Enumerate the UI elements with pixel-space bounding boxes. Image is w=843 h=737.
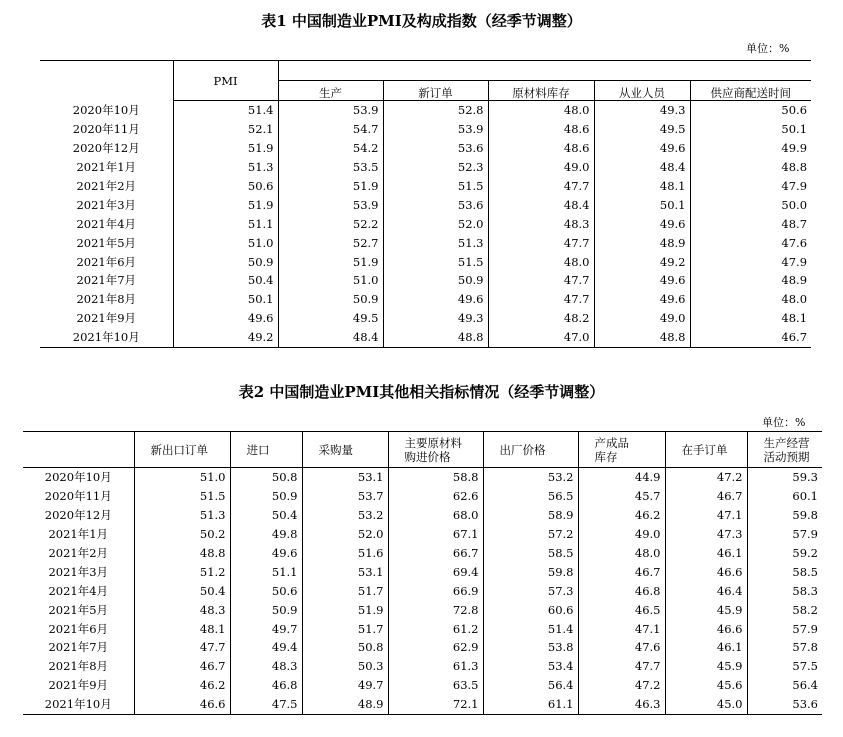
column-header: 生产	[278, 81, 383, 101]
table-cell: 48.3	[230, 657, 302, 676]
table-cell: 49.4	[230, 638, 302, 657]
table-row	[23, 657, 822, 676]
table-cell: 54.2	[278, 139, 383, 158]
column-header: 原材料库存	[488, 81, 594, 101]
table-cell: 51.7	[302, 581, 388, 600]
table-cell: 46.6	[665, 562, 747, 581]
table-cell: 52.7	[278, 233, 383, 252]
column-header	[665, 432, 747, 468]
row-label: 2021年7月	[48, 640, 109, 655]
table-cell: 51.9	[173, 195, 278, 214]
table-cell: 51.5	[134, 487, 230, 506]
table-cell: 47.6	[690, 233, 811, 252]
table-cell: 48.3	[488, 214, 594, 233]
table-cell: 57.3	[483, 581, 578, 600]
table-cell: 47.7	[578, 657, 665, 676]
table-row	[40, 139, 811, 158]
column-header-line: 产成品	[594, 435, 629, 450]
table-cell: 50.6	[230, 581, 302, 600]
table-cell: 46.7	[665, 487, 747, 506]
table-cell: 59.8	[747, 506, 822, 525]
table-cell: 53.6	[747, 695, 822, 714]
table-cell: 50.6	[173, 177, 278, 196]
table-cell: 51.0	[278, 271, 383, 290]
table-row	[40, 271, 811, 290]
table-cell: 58.3	[747, 581, 822, 600]
table-cell: 48.0	[690, 290, 811, 309]
table-cell: 52.2	[278, 214, 383, 233]
row-label: 2021年6月	[48, 621, 109, 636]
table-cell: 50.0	[690, 195, 811, 214]
table-cell: 61.2	[388, 619, 483, 638]
column-header-line: 进口	[246, 442, 270, 457]
table-cell: 46.6	[665, 619, 747, 638]
row-label: 2021年2月	[76, 179, 137, 193]
column-header	[483, 432, 578, 468]
table-cell: 53.4	[483, 657, 578, 676]
table-cell: 53.1	[302, 468, 388, 487]
table-cell: 49.5	[594, 120, 690, 139]
table-cell: 61.3	[388, 657, 483, 676]
table-cell: 52.8	[383, 101, 488, 120]
row-label: 2021年9月	[76, 311, 137, 326]
table-cell: 57.2	[483, 525, 578, 544]
table-cell: 72.8	[388, 600, 483, 619]
table-cell: 49.8	[230, 525, 302, 544]
table-cell: 48.9	[690, 271, 811, 290]
row-label: 2020年12月	[72, 141, 140, 156]
table-cell: 51.9	[302, 600, 388, 619]
row-label: 2020年11月	[72, 122, 140, 137]
table-cell: 63.5	[388, 676, 483, 695]
table-row	[40, 290, 811, 309]
table-cell: 48.6	[488, 120, 594, 139]
table-cell: 50.9	[383, 271, 488, 290]
table-cell: 47.6	[578, 638, 665, 657]
column-header-line: 购进价格	[404, 449, 451, 464]
table-cell: 49.6	[594, 271, 690, 290]
table-cell: 53.8	[483, 638, 578, 657]
table-cell: 46.1	[665, 544, 747, 563]
row-label: 2021年5月	[76, 235, 137, 250]
table-cell: 49.6	[594, 290, 690, 309]
table-cell: 46.3	[578, 695, 665, 714]
table-cell: 46.4	[665, 581, 747, 600]
table-cell: 46.5	[578, 600, 665, 619]
table-cell: 51.1	[230, 562, 302, 581]
table-cell: 50.4	[173, 271, 278, 290]
table-cell: 49.0	[488, 158, 594, 177]
table-row	[23, 581, 822, 600]
table-cell: 57.9	[747, 525, 822, 544]
table-cell: 58.5	[747, 562, 822, 581]
table-cell: 49.6	[594, 139, 690, 158]
table-cell: 49.6	[173, 309, 278, 328]
table-cell: 68.0	[388, 506, 483, 525]
table-cell: 48.4	[594, 158, 690, 177]
table-cell: 67.1	[388, 525, 483, 544]
table-cell: 51.0	[173, 233, 278, 252]
table-cell: 50.6	[690, 101, 811, 120]
column-header-pmi: PMI	[173, 61, 278, 101]
table-cell: 48.8	[690, 158, 811, 177]
table-row	[23, 600, 822, 619]
table-cell: 46.1	[665, 638, 747, 657]
table-cell: 51.9	[278, 177, 383, 196]
table-cell: 60.1	[747, 487, 822, 506]
table-cell: 47.3	[665, 525, 747, 544]
column-header: 供应商配送时间	[690, 81, 811, 101]
table-cell: 57.5	[747, 657, 822, 676]
column-header	[747, 432, 822, 468]
table-cell: 58.8	[388, 468, 483, 487]
row-label: 2021年10月	[44, 697, 112, 712]
table-cell: 46.7	[690, 328, 811, 347]
row-label: 2021年3月	[48, 564, 109, 579]
table-cell: 48.0	[578, 544, 665, 563]
table-cell: 53.9	[278, 101, 383, 120]
table-cell: 47.7	[488, 177, 594, 196]
column-header	[302, 432, 388, 468]
column-header-line: 主要原材料	[404, 435, 462, 450]
table-row	[23, 619, 822, 638]
table-cell: 53.2	[302, 506, 388, 525]
table-cell: 47.1	[578, 619, 665, 638]
table-cell: 60.6	[483, 600, 578, 619]
table-cell: 46.8	[230, 676, 302, 695]
column-header-line: 采购量	[318, 442, 353, 457]
column-header	[134, 432, 230, 468]
row-label: 2021年4月	[76, 216, 137, 231]
column-header	[388, 432, 483, 468]
table-cell: 47.7	[488, 290, 594, 309]
table-cell: 48.8	[594, 328, 690, 347]
table-row	[23, 506, 822, 525]
row-label: 2021年5月	[48, 602, 109, 617]
table-cell: 46.7	[134, 657, 230, 676]
table-cell: 56.5	[483, 487, 578, 506]
table-cell: 47.5	[230, 695, 302, 714]
column-header-line: 生产经营	[763, 435, 810, 450]
table-cell: 49.6	[594, 214, 690, 233]
row-label: 2021年1月	[76, 160, 137, 175]
table-cell: 49.6	[383, 290, 488, 309]
table-cell: 45.9	[665, 657, 747, 676]
table-cell: 51.5	[383, 252, 488, 271]
table-cell: 51.0	[134, 468, 230, 487]
table-cell: 45.0	[665, 695, 747, 714]
table-row	[40, 309, 811, 328]
table-cell: 53.6	[383, 195, 488, 214]
table-cell: 49.2	[594, 252, 690, 271]
table-cell: 58.2	[747, 600, 822, 619]
table-cell: 48.1	[134, 619, 230, 638]
table-row	[23, 525, 822, 544]
table-cell: 50.8	[302, 638, 388, 657]
table-cell: 52.0	[302, 525, 388, 544]
row-label: 2021年1月	[48, 527, 109, 542]
table-cell: 52.1	[173, 120, 278, 139]
table-cell: 45.9	[665, 600, 747, 619]
pmi-table	[40, 60, 811, 348]
table-cell: 45.6	[665, 676, 747, 695]
table-cell: 49.7	[230, 619, 302, 638]
row-label: 2021年4月	[48, 583, 109, 598]
table-cell: 53.6	[383, 139, 488, 158]
column-header-line: 新出口订单	[150, 442, 208, 457]
table-row	[40, 328, 811, 347]
table-cell: 46.6	[134, 695, 230, 714]
table-cell: 59.8	[483, 562, 578, 581]
table-cell: 50.4	[230, 506, 302, 525]
table-cell: 56.4	[483, 676, 578, 695]
table-cell: 53.7	[302, 487, 388, 506]
table-cell: 62.6	[388, 487, 483, 506]
table-cell: 48.8	[134, 544, 230, 563]
table-cell: 48.4	[488, 195, 594, 214]
table-cell: 45.7	[578, 487, 665, 506]
table-row	[23, 638, 822, 657]
table-row	[40, 233, 811, 252]
header-group-spacer	[278, 61, 811, 81]
column-header	[230, 432, 302, 468]
table-cell: 51.9	[173, 139, 278, 158]
table-cell: 51.5	[383, 177, 488, 196]
row-label: 2021年8月	[76, 292, 137, 307]
table-cell: 44.9	[578, 468, 665, 487]
table-cell: 48.0	[488, 101, 594, 120]
column-header-line: 活动预期	[763, 449, 810, 464]
table-cell: 47.7	[134, 638, 230, 657]
corner-cell	[23, 432, 134, 468]
table-cell: 62.9	[388, 638, 483, 657]
table-cell: 53.9	[383, 120, 488, 139]
table-row	[23, 562, 822, 581]
row-label: 2021年2月	[48, 546, 109, 560]
row-label: 2021年3月	[76, 197, 137, 212]
table-row	[23, 487, 822, 506]
table-cell: 48.3	[134, 600, 230, 619]
table-cell: 50.9	[278, 290, 383, 309]
table-cell: 49.9	[690, 139, 811, 158]
table-cell: 47.7	[488, 233, 594, 252]
table-cell: 52.3	[383, 158, 488, 177]
table-cell: 50.4	[134, 581, 230, 600]
row-label: 2020年10月	[72, 103, 140, 118]
table-cell: 46.2	[578, 506, 665, 525]
table-cell: 48.8	[383, 328, 488, 347]
table-cell: 47.0	[488, 328, 594, 347]
table-cell: 50.1	[690, 120, 811, 139]
column-header	[578, 432, 665, 468]
table-cell: 51.1	[173, 214, 278, 233]
column-header-line: 库存	[594, 449, 618, 464]
table-row	[40, 195, 811, 214]
table-row	[40, 177, 811, 196]
table-cell: 50.1	[173, 290, 278, 309]
table-cell: 46.8	[578, 581, 665, 600]
table-cell: 49.7	[302, 676, 388, 695]
table-cell: 66.7	[388, 544, 483, 563]
table-cell: 51.7	[302, 619, 388, 638]
table-row	[40, 252, 811, 271]
table-cell: 52.0	[383, 214, 488, 233]
table-cell: 48.1	[594, 177, 690, 196]
table-cell: 50.3	[302, 657, 388, 676]
table-cell: 50.9	[230, 487, 302, 506]
table-cell: 47.1	[665, 506, 747, 525]
row-label: 2020年12月	[44, 508, 112, 523]
table-cell: 49.0	[578, 525, 665, 544]
table-cell: 53.1	[302, 562, 388, 581]
table-cell: 51.3	[134, 506, 230, 525]
row-label: 2020年10月	[44, 470, 112, 485]
table-cell: 53.2	[483, 468, 578, 487]
table-cell: 48.2	[488, 309, 594, 328]
table-cell: 53.9	[278, 195, 383, 214]
column-header: 从业人员	[594, 81, 690, 101]
table2-unit: 单位：%	[762, 416, 806, 429]
table-cell: 57.9	[747, 619, 822, 638]
table-cell: 48.9	[594, 233, 690, 252]
table-row	[40, 120, 811, 139]
table-row	[23, 468, 822, 487]
table-cell: 48.9	[302, 695, 388, 714]
table-cell: 58.9	[483, 506, 578, 525]
table-cell: 49.5	[278, 309, 383, 328]
table-cell: 46.7	[578, 562, 665, 581]
table-cell: 50.9	[230, 600, 302, 619]
row-label: 2021年8月	[48, 659, 109, 674]
other-indicators-table	[23, 431, 822, 715]
table-cell: 58.5	[483, 544, 578, 563]
table-cell: 69.4	[388, 562, 483, 581]
table-cell: 48.1	[690, 309, 811, 328]
table-cell: 51.2	[134, 562, 230, 581]
table-cell: 59.3	[747, 468, 822, 487]
column-header-line: 在手订单	[681, 442, 728, 457]
table-row	[40, 214, 811, 233]
table-cell: 57.8	[747, 638, 822, 657]
table-cell: 51.4	[173, 101, 278, 120]
row-label: 2021年9月	[48, 678, 109, 693]
table-cell: 47.2	[665, 468, 747, 487]
table-row	[40, 158, 811, 177]
table-row	[23, 544, 822, 563]
table-cell: 47.9	[690, 177, 811, 196]
table-cell: 72.1	[388, 695, 483, 714]
table-cell: 54.7	[278, 120, 383, 139]
table-cell: 49.3	[594, 101, 690, 120]
table-cell: 51.3	[383, 233, 488, 252]
table-cell: 48.0	[488, 252, 594, 271]
table-cell: 51.6	[302, 544, 388, 563]
row-label: 2020年11月	[44, 489, 112, 504]
table-row	[23, 695, 822, 714]
table-cell: 50.2	[134, 525, 230, 544]
table-cell: 47.2	[578, 676, 665, 695]
table-cell: 46.2	[134, 676, 230, 695]
table-cell: 59.2	[747, 544, 822, 563]
table-cell: 48.7	[690, 214, 811, 233]
table-cell: 48.6	[488, 139, 594, 158]
table-cell: 48.4	[278, 328, 383, 347]
row-label: 2021年10月	[72, 330, 140, 345]
table-row	[23, 676, 822, 695]
table1-unit: 单位：%	[746, 42, 790, 55]
table-cell: 51.4	[483, 619, 578, 638]
row-label: 2021年7月	[76, 273, 137, 288]
table-cell: 49.6	[230, 544, 302, 563]
table-cell: 66.9	[388, 581, 483, 600]
table-cell: 50.1	[594, 195, 690, 214]
table-cell: 61.1	[483, 695, 578, 714]
table-cell: 49.3	[383, 309, 488, 328]
table1-title: 表1 中国制造业PMI及构成指数（经季节调整）	[261, 12, 582, 30]
table-cell: 51.9	[278, 252, 383, 271]
table-cell: 51.3	[173, 158, 278, 177]
corner-cell	[40, 61, 173, 101]
table-cell: 49.2	[173, 328, 278, 347]
table-cell: 49.0	[594, 309, 690, 328]
table-cell: 50.8	[230, 468, 302, 487]
column-header: 新订单	[383, 81, 488, 101]
column-header-line: 出厂价格	[499, 442, 546, 457]
table-cell: 47.9	[690, 252, 811, 271]
table-row	[40, 101, 811, 120]
table-cell: 53.5	[278, 158, 383, 177]
row-label: 2021年6月	[76, 254, 137, 269]
table-cell: 47.7	[488, 271, 594, 290]
table-cell: 50.9	[173, 252, 278, 271]
table2-title: 表2 中国制造业PMI其他相关指标情况（经季节调整）	[238, 383, 605, 401]
table-cell: 56.4	[747, 676, 822, 695]
